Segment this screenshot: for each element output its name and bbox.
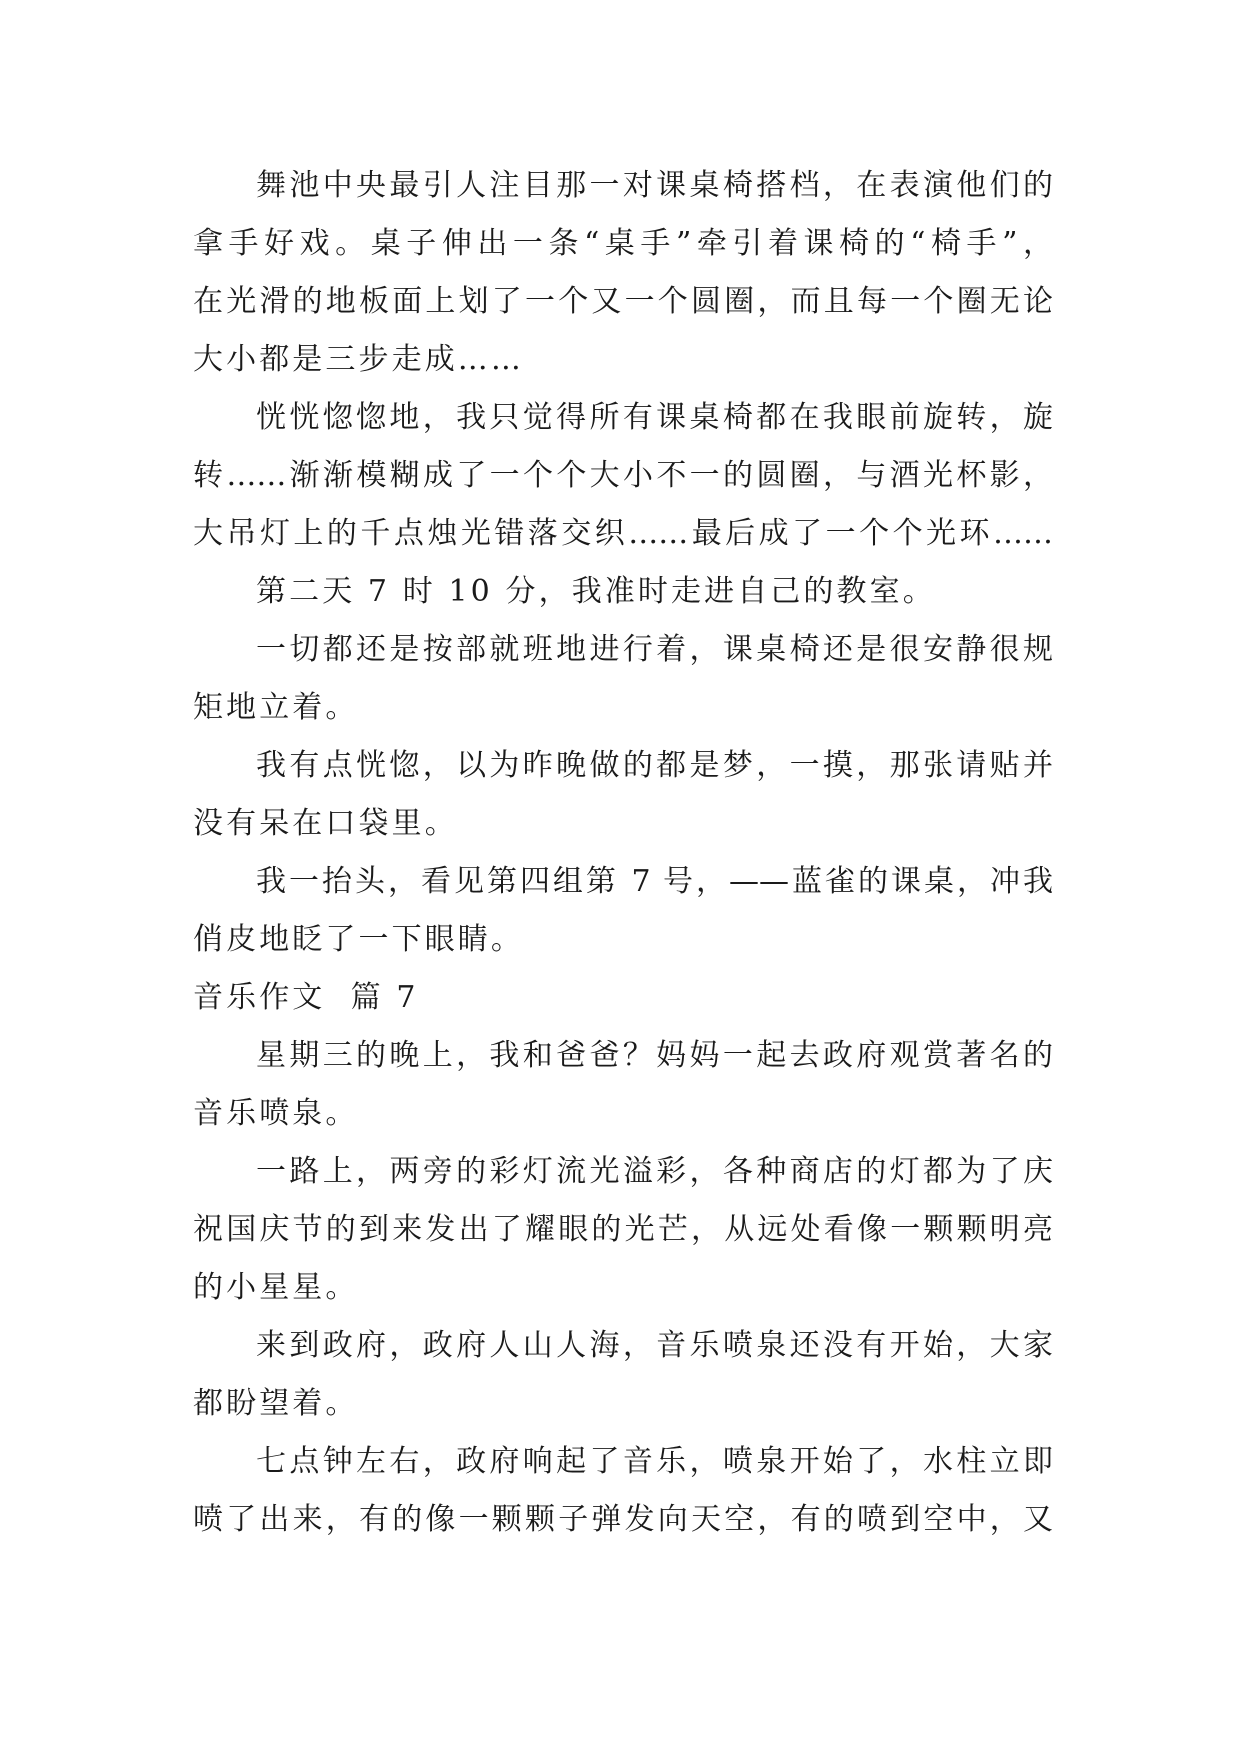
paragraph-line: 星期三的晚上，我和爸爸？妈妈一起去政府观赏著名的 — [256, 1038, 1053, 1073]
paragraph-line: 在光滑的地板面上划了一个又一个圆圈，而且每一个圈无论 — [193, 284, 1053, 319]
paragraph-line: 来到政府，政府人山人海，音乐喷泉还没有开始，大家 — [256, 1328, 1053, 1363]
paragraph-line: 我一抬头，看见第四组第 7 号，——蓝雀的课桌，冲我 — [256, 864, 1053, 899]
paragraph-line: 恍恍惚惚地，我只觉得所有课桌椅都在我眼前旋转，旋 — [256, 400, 1053, 435]
paragraph-line: 祝国庆节的到来发出了耀眼的光芒，从远处看像一颗颗明亮 — [193, 1212, 1053, 1247]
paragraph-line: 都盼望着。 — [193, 1386, 359, 1421]
paragraph-line: 第二天 7 时 10 分，我准时走进自己的教室。 — [256, 574, 936, 609]
paragraph-line: 矩地立着。 — [193, 690, 359, 725]
paragraph-line: 一路上，两旁的彩灯流光溢彩，各种商店的灯都为了庆 — [256, 1154, 1053, 1189]
paragraph-line: 喷了出来，有的像一颗颗子弹发向天空，有的喷到空中，又 — [193, 1502, 1053, 1537]
paragraph-line: 拿手好戏。桌子伸出一条“桌手”牵引着课椅的“椅手”， — [193, 226, 1053, 261]
paragraph-line: 转……渐渐模糊成了一个个大小不一的圆圈，与酒光杯影， — [193, 458, 1053, 493]
paragraph-line: 俏皮地眨了一下眼睛。 — [193, 922, 524, 957]
paragraph-line: 大吊灯上的千点烛光错落交织……最后成了一个个光环…… — [193, 516, 1053, 551]
paragraph-line: 音乐喷泉。 — [193, 1096, 359, 1131]
paragraph-line: 七点钟左右，政府响起了音乐，喷泉开始了，水柱立即 — [256, 1444, 1053, 1479]
section-heading: 音乐作文 篇 7 — [193, 980, 419, 1015]
paragraph-line: 大小都是三步走成…… — [193, 342, 524, 377]
paragraph-line: 舞池中央最引人注目那一对课桌椅搭档，在表演他们的 — [256, 168, 1053, 203]
paragraph-line: 的小星星。 — [193, 1270, 359, 1305]
paragraph-line: 我有点恍惚，以为昨晚做的都是梦，一摸，那张请贴并 — [256, 748, 1053, 783]
paragraph-line: 一切都还是按部就班地进行着，课桌椅还是很安静很规 — [256, 632, 1053, 667]
paragraph-line: 没有呆在口袋里。 — [193, 806, 458, 841]
